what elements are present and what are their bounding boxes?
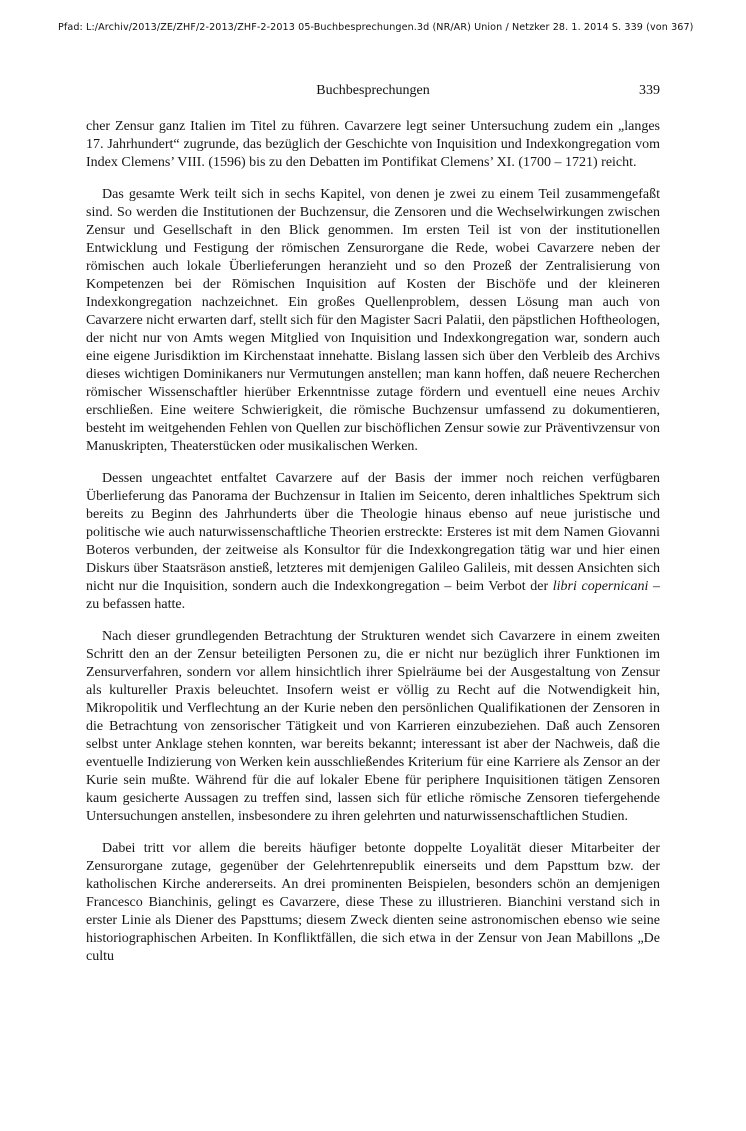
running-title: Buchbesprechungen xyxy=(316,83,430,98)
paragraph-3-text-before: Dessen ungeachtet entfaltet Cavarzere auf der Basis der immer noch reichen verfügbaren Überlieferung das Panorama der Buchzensur in Italien im Seicento, deren inhaltliches Spektrum sich bereits zu Beginn des Jahrhunderts über die Theologie hinaus ebenso auf neue juristische und politische wie auch naturwissenschaftliche Theorien erstreckte: Ersteres ist mit dem Namen Giovanni Boteros verbunden, der zeitweise als Konsultor für die Indexkongregation tätig war und hier einen Diskurs über Staatsräson anstieß, letzteres mit demjenigen Galileo Galileis, mit dessen Ansichten sich nicht nur die Inquisition, sondern auch die Indexkongregation – beim Verbot der xyxy=(86,471,660,594)
page-number: 339 xyxy=(639,83,660,98)
running-head xyxy=(86,83,660,101)
paragraph-2: Das gesamte Werk teilt sich in sechs Kapitel, von denen je zwei zu einem Teil zusammengefaßt sind. So werden die Institutionen der Buchzensur, die Zensoren und die Wechselwirkungen zwischen Zensur und Gesellschaft in den Blick genommen. Im ersten Teil ist von der institutionellen Entwicklung und Festigung der römischen Zensurorgane die Rede, wobei Cavarzere neben der römischen auch lokale Überlieferungen heranzieht und so den Prozeß der Zentralisierung von Kompetenzen bei der Römischen Inquisition auf Kosten der Bischöfe und der kleineren Indexkongregation nachzeichnet. Ein großes Quellenproblem, dessen Lösung man auch von Cavarzere nicht erwarten darf, stellt sich für den Magister Sacri Palatii, den päpstlichen Hoftheologen, der nicht nur von Amts wegen Mitglied von Inquisition und Indexkongregation war, sondern auch eine eigene Jurisdiktion im Kirchenstaat innehatte. Bislang lassen sich über den Verbleib des Archivs dieses wichtigen Dominikaners nur Vermutungen anstellen; man kann hoffen, daß neuere Recherchen römischer Wissenschaftler hierüber Erkenntnisse zutage fördern und eventuell eine neues Archiv erschließen. Eine weitere Schwierigkeit, die römische Buchzensur umfassend zu dokumentieren, besteht im weitgehenden Fehlen von Quellen zur bischöflichen Zensur sowie zur Präventivzensur von Manuskripten, Theaterstücken oder musikalischen Werken. xyxy=(86,187,660,454)
paragraph-4: Nach dieser grundlegenden Betrachtung der Strukturen wendet sich Cavarzere in einem zweiten Schritt den an der Zensur beteiligten Personen zu, die er nicht nur bezüglich ihrer Funktionen im Zensurverfahren, sondern vor allem hinsichtlich ihrer Spielräume bei der Ausgestaltung von Zensur als kultureller Praxis beleuchtet. Insofern weist er völlig zu Recht auf die Notwendigkeit hin, Mikropolitik und Verflechtung an der Kurie neben den persönlichen Qualifikationen der Zensoren in die Betrachtung von zensorischer Tätigkeit und von Karrieren einzubeziehen. Daß auch Zensoren selbst unter Anklage stehen konnten, war bereits bekannt; interessant ist aber der Nachweis, daß die eventuelle Indizierung von Werken kein ausschließendes Kriterium für eine Karriere als Zensor an der Kurie sein mußte. Während für die auf lokaler Ebene für periphere Inquisitionen tätigen Zensoren kaum gesicherte Aussagen zu treffen sind, lassen sich für etliche römische Zensoren tiefergehende Untersuchungen anstellen, insbesondere zu ihren gelehrten und naturwissenschaftlichen Studien. xyxy=(86,629,660,824)
paragraph-3 xyxy=(86,470,660,614)
body-text xyxy=(86,118,660,980)
paragraph-5: Dabei tritt vor allem die bereits häufiger betonte doppelte Loyalität dieser Mitarbeiter der Zensurorgane zutage, gegenüber der Gelehrtenrepublik einerseits und dem Papsttum bzw. der katholischen Kirche andererseits. An drei prominenten Beispielen, besonders schön an demjenigen Francesco Bianchinis, gelingt es Cavarzere, diese These zu illustrieren. Bianchini verstand sich in erster Linie als Diener des Papsttums; diesem Zweck dienten seine astronomischen ebenso wie seine historiographischen Arbeiten. In Konfliktfällen, die sich etwa in der Zensur von Jean Mabillons „De cultu xyxy=(86,841,660,964)
paragraph-1: cher Zensur ganz Italien im Titel zu führen. Cavarzere legt seiner Untersuchung zudem ein „langes 17. Jahrhundert“ zugrunde, das bezüglich der Geschichte von Inquisition und Indexkongregation vom Index Clemens’ VIII. (1596) bis zu den Debatten im Pontifikat Clemens’ XI. (1700 – 1721) reicht. xyxy=(86,119,660,170)
paragraph-3-italic-title: libri copernicani xyxy=(552,579,649,594)
file-path-line: Pfad: L:/Archiv/2013/ZE/ZHF/2-2013/ZHF-2-2013 05-Buchbesprechungen.3d (NR/AR) Union / Netzker 28. 1. 2014 S. 339 (von 367) xyxy=(58,22,694,33)
paragraph-3-text-after: – zu befassen hatte. xyxy=(86,579,660,612)
